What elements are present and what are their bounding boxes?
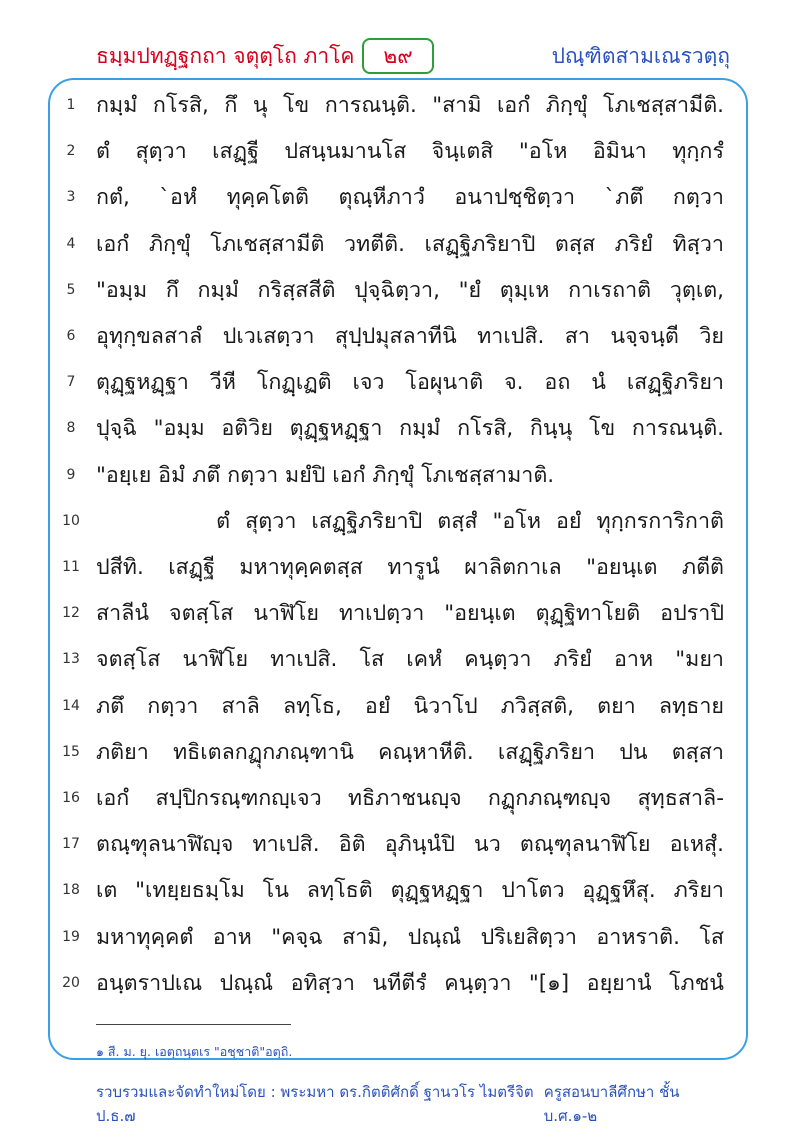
text-line: ตํ สุตฺวา เสฏฺฐี ปสนฺนมานโส จินฺเตสิ "อโห อิมินา ทุกฺกรํ <box>96 139 724 165</box>
line-number: 5 <box>66 281 76 298</box>
text-line: สาลีนํ จตสฺโส นาฬิโย ทาเปตฺวา "อยนฺเต ตุฏฺฐิทาโยติ อปราปิ <box>96 601 724 627</box>
text-line: ตุฏฺฐหฏฺฐา วีหี โกฏฺเฏติ เจว โอผุนาติ จ. อถ นํ เสฏฺฐิภริยา <box>96 370 724 396</box>
line-number: 14 <box>62 697 80 714</box>
line-number: 3 <box>66 189 76 206</box>
footer-left: รวบรวมและจัดทำใหม่โดย : พระมหา ดร.กิตติศักดิ์ ฐานวโร ไมตรีจิต ป.ธ.๗ <box>96 1083 534 1125</box>
line-number: 13 <box>62 651 80 668</box>
line-number: 15 <box>62 743 80 760</box>
text-line: เต "เทยฺยธมฺโม โน ลทฺโธติ ตุฏฺฐหฏฺฐา ปาโตว อุฏฺฐหึสุ. ภริยา <box>96 878 724 904</box>
line-number: 12 <box>62 605 80 622</box>
text-line: กมฺมํ กโรสิ, กึ นุ โข การณนฺติ. "สามิ เอกํ ภิกฺขุํ โภเชสฺสามีติ. <box>96 93 724 118</box>
text-line: ภติยา ทธิเตลกฏุกภณฺฑานิ คณฺหาหีติ. เสฏฺฐิภริยา ปน ตสฺสา <box>96 739 724 765</box>
line-number: 20 <box>62 974 80 991</box>
text-line: ตํ สุตฺวา เสฏฺฐิภริยาปิ ตสฺสํ "อโห อยํ ทุกฺกรการิกาติ <box>96 508 724 534</box>
text-line: ภตึ กตฺวา สาลิ ลทฺโธ, อยํ นิวาโป ภวิสฺสติ, ตยา ลทฺธาย <box>96 693 724 719</box>
text-line: เอกํ ภิกฺขุํ โภเชสฺสามีติ วทตีติ. เสฏฺฐิภริยาปิ ตสฺส ภริยํ ทิสฺวา <box>96 231 724 257</box>
line-number: 2 <box>66 143 76 160</box>
header-left-title: ธมฺมปทฏฺฐกถา จตุตฺโถ ภาโค <box>96 44 355 68</box>
footer-right: ครูสอนบาลีศึกษา ชั้น บ.ศ.๑-๒ <box>543 1083 680 1125</box>
text-line: จตสฺโส นาฬิโย ทาเปสิ. โส เคหํ คนฺตฺวา ภริยํ อาห "มยา <box>96 647 724 673</box>
header-right-title: ปณฺฑิตสามเณรวตฺถุ <box>551 44 730 68</box>
line-number: 8 <box>66 420 76 437</box>
line-number: 19 <box>62 928 80 945</box>
footer <box>96 1080 724 1128</box>
text-line: เอกํ สปฺปิกรณฺฑกญฺเจว ทธิภาชนญฺจ กฏุกภณฺฑญฺจ สุทฺธสาลิ- <box>96 786 724 811</box>
line-number: 1 <box>66 97 76 113</box>
text-line: กตํ, `อหํ ทุคฺคโตติ ตุณฺหีภาวํ อนาปชฺชิตฺวา `ภตึ กตฺวา <box>96 185 724 211</box>
line-number: 10 <box>62 512 80 529</box>
line-number: 6 <box>66 328 76 344</box>
text-line: อุทุกฺขลสาลํ ปเวเสตฺวา สุปฺปมุสลาทีนิ ทาเปสิ. สา นจฺจนฺตี วิย <box>96 324 724 349</box>
line-number: 11 <box>62 559 80 575</box>
footnote: ๑ สี. ม. ยุ. เอตฺถนฺตเร "อชฺชาติ"อตฺถิ. <box>96 1044 293 1059</box>
line-number: 4 <box>66 235 76 252</box>
page-number-badge: ๒๙ <box>362 38 434 74</box>
line-number: 17 <box>62 836 80 853</box>
text-line: "อยฺเย อิมํ ภตึ กตฺวา มยํปิ เอกํ ภิกฺขุํ โภเชสฺสามาติ. <box>96 462 555 488</box>
text-line: ปุจฺฉิ "อมฺม อติวิย ตุฏฺฐหฏฺฐา กมฺมํ กโรสิ, กินฺนุ โข การณนฺติ. <box>96 416 724 442</box>
text-line: "อมฺม กึ กมฺมํ กริสฺสสีติ ปุจฺฉิตฺวา, "ยํ ตุมฺเห กาเรถาติ วุตฺเต, <box>96 277 724 303</box>
text-line: มหาทุคฺคตํ อาห "คจฺฉ สามิ, ปณฺณํ ปริเยสิตฺวา อาหราติ. โส <box>96 924 724 950</box>
line-number: 9 <box>66 466 76 483</box>
text-line: อนฺตราปเณ ปณฺณํ อทิสฺวา นทีตีรํ คนฺตฺวา "[๑] อยฺยานํ โภชนํ <box>96 970 724 996</box>
footnote-rule <box>96 1024 291 1025</box>
line-number: 16 <box>62 790 80 806</box>
text-line: ปสีทิ. เสฏฺฐี มหาทุคฺคตสฺส ทารูนํ ผาลิตกาเล "อยนฺเต ภตีติ <box>96 555 724 580</box>
line-number: 18 <box>62 882 80 899</box>
line-number: 7 <box>66 374 76 391</box>
text-line: ตณฺฑุลนาฬิญฺจ ทาเปสิ. อิติ อุภินฺนํปิ นว ตณฺฑุลนาฬิโย อเหสุํ. <box>96 832 724 858</box>
